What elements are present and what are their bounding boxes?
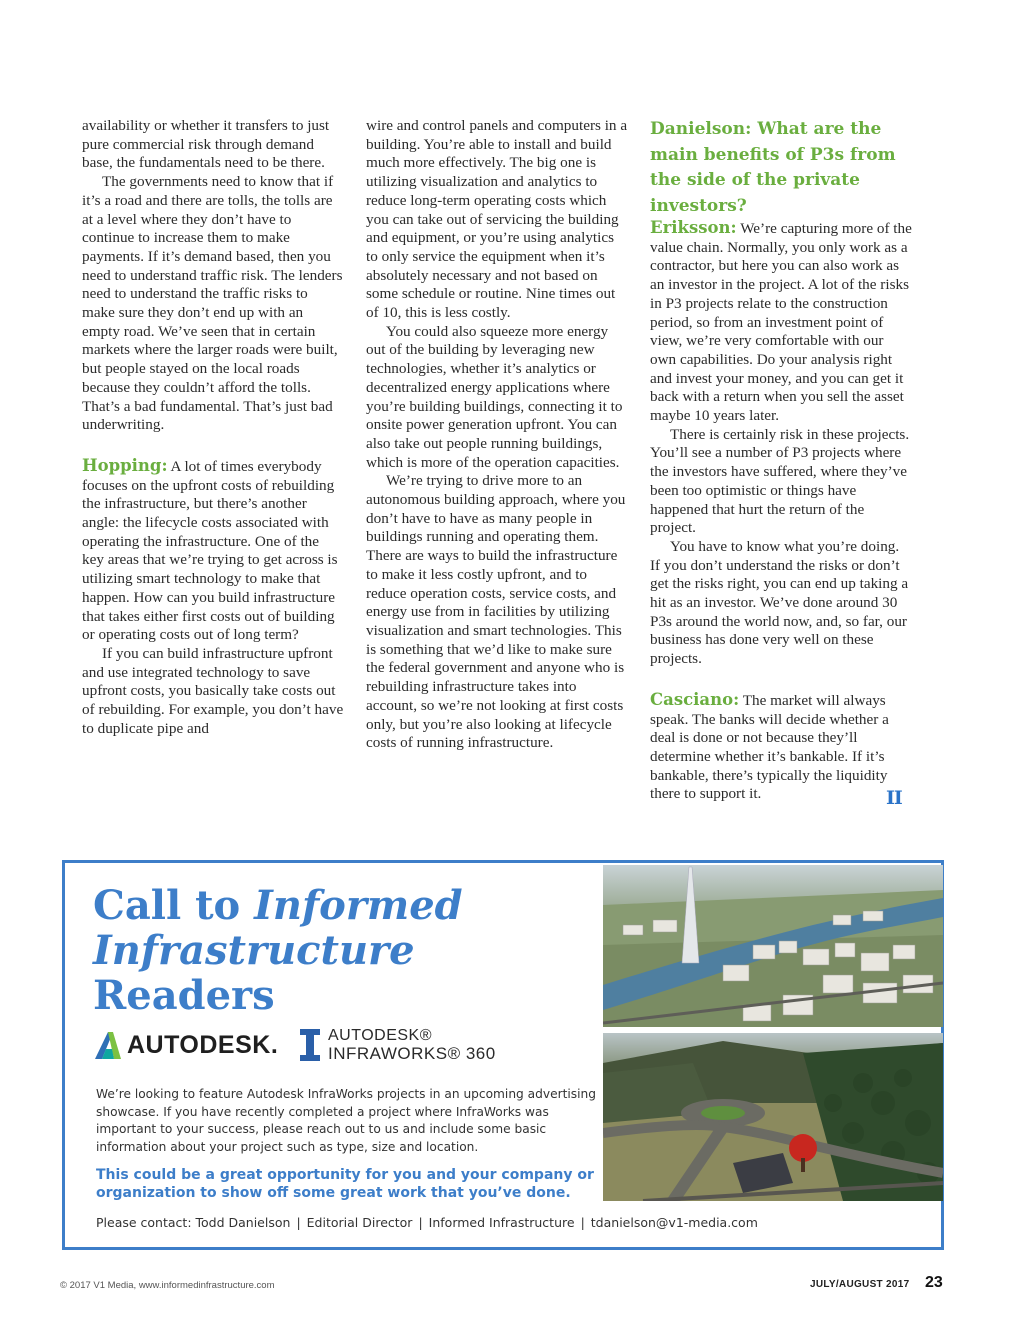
ad-title-text: Readers — [93, 972, 275, 1019]
infraworks-logo — [300, 1027, 496, 1063]
article-column-2 — [366, 117, 628, 753]
autodesk-wordmark: AUTODESK. — [127, 1030, 279, 1059]
article-column-3 — [650, 117, 912, 804]
ad-body-text: We’re looking to feature Autodesk InfraWorks projects in an upcoming advertising showcase. If you have recently completed a project where InfraWorks was important to your success, please reach out to us and include some basic information about your project such as type, size and location. — [96, 1087, 596, 1154]
paragraph — [82, 457, 344, 645]
contact-role: Editorial Director — [306, 1215, 413, 1230]
page-number: 23 — [925, 1274, 943, 1291]
ad-title-text: Call to — [93, 882, 255, 929]
contact-org: Informed Infrastructure — [428, 1215, 575, 1230]
paragraph-text: We’re capturing more of the value chain. Normally, you only work as a contractor, but here you can also work as an investor in the project. A lot of the risks in P3 projects relate to the construction period, so from an investment point of view, we’re very comfortable with our own capabilities. Do your analysis right and invest your money, and you can get it back with a return when you sell the asset maybe 10 years later. — [650, 220, 912, 425]
roundabout-render-image — [603, 1033, 943, 1201]
paragraph: There is certainly risk in these projects. You’ll see a number of P3 projects where the investors have suffered, where they’ve been too optimistic or things have happened that hurt the return of the project. — [650, 425, 910, 537]
ad-title-emphasis: Informed — [254, 882, 463, 929]
paragraph-text: The market will always speak. The banks will decide whether a deal is done or not because they’ll determine whether it’s bankable. If it’s bankable, there’s typically the liquidity there to support it. — [650, 691, 889, 803]
ad-call-to-action: This could be a great opportunity for you and your company or organization to show off some great work that you’ve done. — [96, 1167, 594, 1201]
infraworks-brand: AUTODESK® — [328, 1027, 433, 1044]
article-column-1 — [82, 117, 344, 739]
footer-issue-date: JULY/AUGUST 2017 — [810, 1279, 910, 1290]
infraworks-product: INFRAWORKS® 360 — [328, 1044, 496, 1063]
footer-copyright: © 2017 V1 Media, www.informedinfrastructure.com — [60, 1280, 275, 1291]
autodesk-a-icon — [93, 1030, 123, 1060]
autodesk-advertisement — [62, 860, 944, 1250]
ad-title-emphasis: Infrastructure — [93, 927, 415, 974]
paragraph — [650, 219, 912, 426]
paragraph: wire and control panels and computers in a building. You’re able to install and build much more effectively. The big one is utilizing visualization and analytics to reduce long-term operating costs which you can take out of servicing the building and equipment, or you’re using analytics to only service the equipment when it’s absolutely necessary and not based on some schedule or routine. Nine times out of 10, this is less costly. — [366, 117, 628, 322]
paragraph: We’re trying to drive more to an autonomous building approach, where you don’t have to have as many people in buildings running and operating them. There are ways to build the infrastructure to make it less costly upfront, and to reduce operation costs, service costs, and energy use from in facilities by utilizing visualization and smart technologies. This is something that we’d like to make sure the federal government and anyone who is rebuilding infrastructure takes into account, so we’re not looking at first costs only, but you’re also looking at lifecycle costs of running infrastructure. — [366, 472, 626, 752]
speaker-name: Eriksson: — [650, 218, 737, 237]
paragraph: availability or whether it transfers to just pure commercial risk through demand base, the fundamentals need to be there. — [82, 117, 330, 172]
paragraph-text: A lot of times everybody focuses on the upfront costs of rebuilding the infrastructure, but there’s another angle: the lifecycle costs associated with operating the infrastructure. One of the key areas that we’re trying to get across is utilizing smart technology to make that happen. How can you build infrastructure that takes either first costs out of building or operating costs out of long term? — [82, 457, 338, 644]
ad-title — [93, 883, 463, 1018]
infraworks-i-icon — [300, 1029, 320, 1061]
paragraph: You could also squeeze more energy out of the building by leveraging new technologies, whether it’s analytics or decentralized energy applications where you’re building buildings, connecting it to onsite power generation upfront. You can also take out people running buildings, which is more of the operation capacities. — [366, 322, 623, 471]
paragraph: The governments need to know that if it’s a road and there are tolls, the tolls are at a level where they don’t have to continue to increase them to make payments. If it’s demand based, then you need to understand traffic risk. The lenders need to understand the traffic risks to make sure they don’t end up with an empty road. We’ve seen that in certain markets where the larger roads were built, but people stayed on the local roads because they couldn’t afford the tolls. That’s a bad fundamental. That’s just bad underwriting. — [82, 173, 343, 434]
speaker-name: Casciano: — [650, 689, 740, 709]
contact-email[interactable]: tdanielson@v1-media.com — [590, 1215, 758, 1230]
end-of-article-mark: II — [886, 787, 902, 809]
contact-label: Please contact: Todd Danielson — [96, 1215, 291, 1230]
paragraph — [650, 691, 912, 804]
interview-question: Danielson: What are the main benefits of P3s from the side of the private investors? — [650, 119, 896, 216]
city-render-image — [603, 865, 943, 1027]
speaker-name: Hopping: — [82, 455, 168, 475]
ad-contact-line: Please contact: Todd Danielson | Editorial Director | Informed Infrastructure | tdanielson@v1-media.com — [96, 1215, 758, 1230]
autodesk-logo — [93, 1030, 278, 1060]
paragraph: If you can build infrastructure upfront and use integrated technology to save upfront costs, you basically take costs out of rebuilding. For example, you don’t have to duplicate pipe and — [82, 644, 344, 737]
paragraph: You have to know what you’re doing. If you don’t understand the risks or don’t get the risks right, you can end up taking a hit as an investor. We’ve done around 30 P3s around the world now, and, so far, our business has done very well on these projects. — [650, 537, 909, 668]
